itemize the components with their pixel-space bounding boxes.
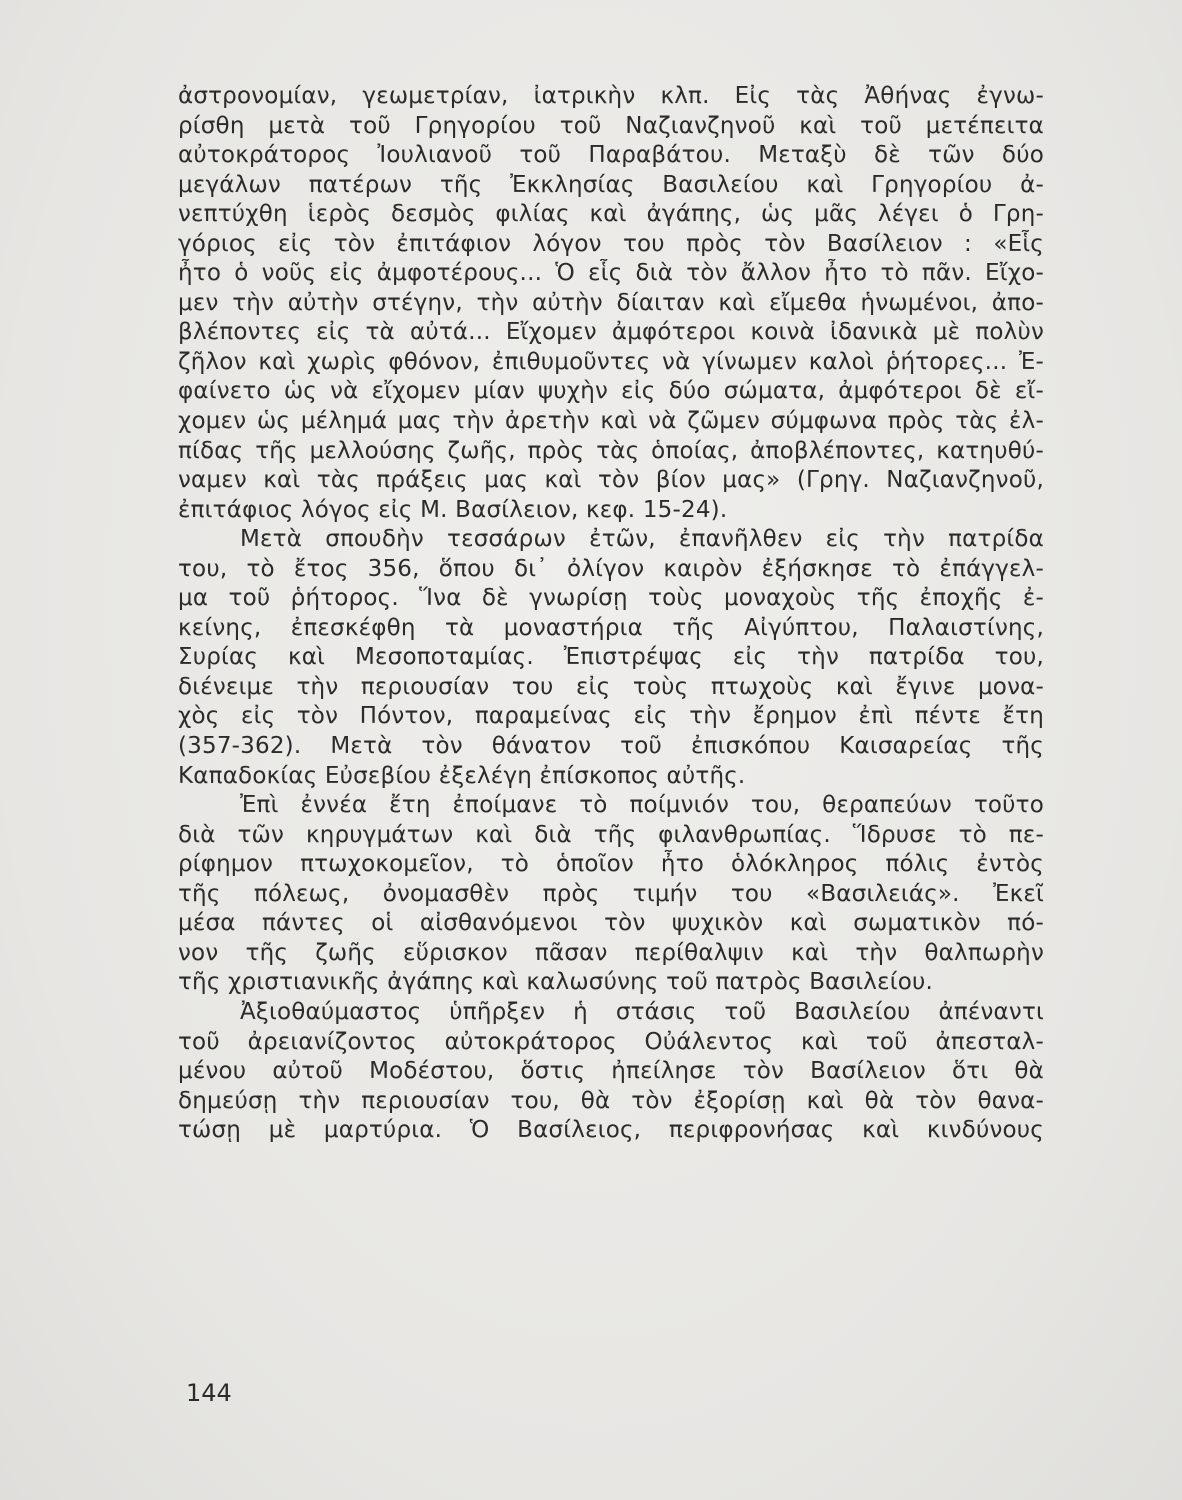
text-line: του, τὸ ἔτος 356, ὅπου δι᾿ ὀλίγον καιρὸν ἐξήσκησε τὸ ἐπάγγελ- xyxy=(178,555,1044,582)
text-line: χομεν ὡς μέλημά μας τὴν ἀρετὴν καὶ νὰ ζῶμεν σύμφωνα πρὸς τὰς ἐλ- xyxy=(178,408,1044,435)
text-line: τῆς χριστιανικῆς ἀγάπης καὶ καλωσύνης τοῦ πατρὸς Βασιλείου. xyxy=(178,969,934,996)
paragraph-start-line: Μετὰ σπουδὴν τεσσάρων ἐτῶν, ἐπανῆλθεν εἰς τὴν πατρίδα xyxy=(240,526,1044,553)
page-number: 144 xyxy=(186,1379,232,1407)
text-line: τοῦ ἀρειανίζοντος αὐτοκράτορος Οὐάλεντος καὶ τοῦ ἀπεσταλ- xyxy=(178,1028,1044,1055)
text-line: Συρίας καὶ Μεσοποταμίας. Ἐπιστρέψας εἰς τὴν πατρίδα του, xyxy=(178,644,1044,671)
text-line: ζῆλον καὶ χωρὶς φθόνον, ἐπιθυμοῦντες νὰ γίνωμεν καλοὶ ῥήτορες... Ἐ- xyxy=(178,348,1044,375)
body-text xyxy=(178,82,1044,1146)
paragraph-start-line: Ἀξιοθαύμαστος ὑπῆρξεν ἡ στάσις τοῦ Βασιλείου ἀπέναντι xyxy=(240,998,1044,1025)
text-line: ἐπιτάφιος λόγος εἰς Μ. Βασίλειον, κεφ. 15-24). xyxy=(178,496,728,523)
text-line: (357-362). Μετὰ τὸν θάνατον τοῦ ἐπισκόπου Καισαρείας τῆς xyxy=(178,733,1044,760)
text-line: μα τοῦ ῥήτορος. Ἵνα δὲ γνωρίσῃ τοὺς μοναχοὺς τῆς ἐποχῆς ἐ- xyxy=(178,585,1044,612)
text-line: τῆς πόλεως, ὀνομασθὲν πρὸς τιμήν του «Βασιλειάς». Ἐκεῖ xyxy=(178,880,1044,907)
text-line: βλέποντες εἰς τὰ αὐτά... Εἴχομεν ἀμφότεροι κοινὰ ἰδανικὰ μὲ πολὺν xyxy=(178,319,1044,346)
text-line: μένου αὐτοῦ Μοδέστου, ὅστις ἠπείλησε τὸν Βασίλειον ὅτι θὰ xyxy=(178,1058,1044,1085)
text-line: ἀστρονομίαν, γεωμετρίαν, ἰατρικὴν κλπ. Εἰς τὰς Ἀθήνας ἐγνω- xyxy=(178,83,1044,109)
text-line: ρίφημον πτωχοκομεῖον, τὸ ὁποῖον ἦτο ὁλόκληρος πόλις ἐντὸς xyxy=(178,851,1044,878)
text-line: ρίσθη μετὰ τοῦ Γρηγορίου τοῦ Ναζιανζηνοῦ καὶ τοῦ μετέπειτα xyxy=(178,112,1044,139)
text-line: νεπτύχθη ἱερὸς δεσμὸς φιλίας καὶ ἀγάπης, ὡς μᾶς λέγει ὁ Γρη- xyxy=(178,201,1044,228)
text-line: χὸς εἰς τὸν Πόντον, παραμείνας εἰς τὴν ἔρημον ἐπὶ πέντε ἔτη xyxy=(178,703,1044,730)
paragraph-start-line: Ἐπὶ ἐννέα ἔτη ἐποίμανε τὸ ποίμνιόν του, θεραπεύων τοῦτο xyxy=(240,792,1044,819)
text-line: κείνης, ἐπεσκέφθη τὰ μοναστήρια τῆς Αἰγύπτου, Παλαιστίνης, xyxy=(178,614,1044,641)
text-line: ναμεν καὶ τὰς πράξεις μας καὶ τὸν βίον μας» (Γρηγ. Ναζιανζηνοῦ, xyxy=(178,467,1044,494)
text-line: αὐτοκράτορος Ἰουλιανοῦ τοῦ Παραβάτου. Μεταξὺ δὲ τῶν δύο xyxy=(178,142,1044,169)
text-line: διὰ τῶν κηρυγμάτων καὶ διὰ τῆς φιλανθρωπίας. Ἵδρυσε τὸ πε- xyxy=(178,821,1044,848)
text-line: νον τῆς ζωῆς εὕρισκον πᾶσαν περίθαλψιν καὶ τὴν θαλπωρὴν xyxy=(178,939,1044,966)
text-line: διένειμε τὴν περιουσίαν του εἰς τοὺς πτωχοὺς καὶ ἔγινε μονα- xyxy=(178,673,1044,700)
text-line: μεγάλων πατέρων τῆς Ἐκκλησίας Βασιλείου καὶ Γρηγορίου ἀ- xyxy=(178,171,1044,198)
text-line: πίδας τῆς μελλούσης ζωῆς, πρὸς τὰς ὁποίας, ἀποβλέποντες, κατηυθύ- xyxy=(178,437,1044,464)
text-line: ἦτο ὁ νοῦς εἰς ἀμφοτέρους... Ὁ εἷς διὰ τὸν ἄλλον ἦτο τὸ πᾶν. Εἴχο- xyxy=(178,260,1044,287)
text-line: γόριος εἰς τὸν ἐπιτάφιον λόγον του πρὸς τὸν Βασίλειον : «Εἷς xyxy=(178,230,1044,257)
text-line: Καπαδοκίας Εὐσεβίου ἐξελέγη ἐπίσκοπος αὐτῆς. xyxy=(178,762,746,789)
text-line: μέσα πάντες οἱ αἰσθανόμενοι τὸν ψυχικὸν καὶ σωματικὸν πό- xyxy=(178,910,1044,937)
text-line: μεν τὴν αὐτὴν στέγην, τὴν αὐτὴν δίαιταν καὶ εἴμεθα ἡνωμένοι, ἀπο- xyxy=(178,289,1044,316)
text-line: τώσῃ μὲ μαρτύρια. Ὁ Βασίλειος, περιφρονήσας καὶ κινδύνους xyxy=(178,1117,1044,1144)
text-line: φαίνετο ὡς νὰ εἴχομεν μίαν ψυχὴν εἰς δύο σώματα, ἀμφότεροι δὲ εἴ- xyxy=(178,378,1044,405)
text-line: δημεύσῃ τὴν περιουσίαν του, θὰ τὸν ἐξορίσῃ καὶ θὰ τὸν θανα- xyxy=(178,1087,1044,1114)
